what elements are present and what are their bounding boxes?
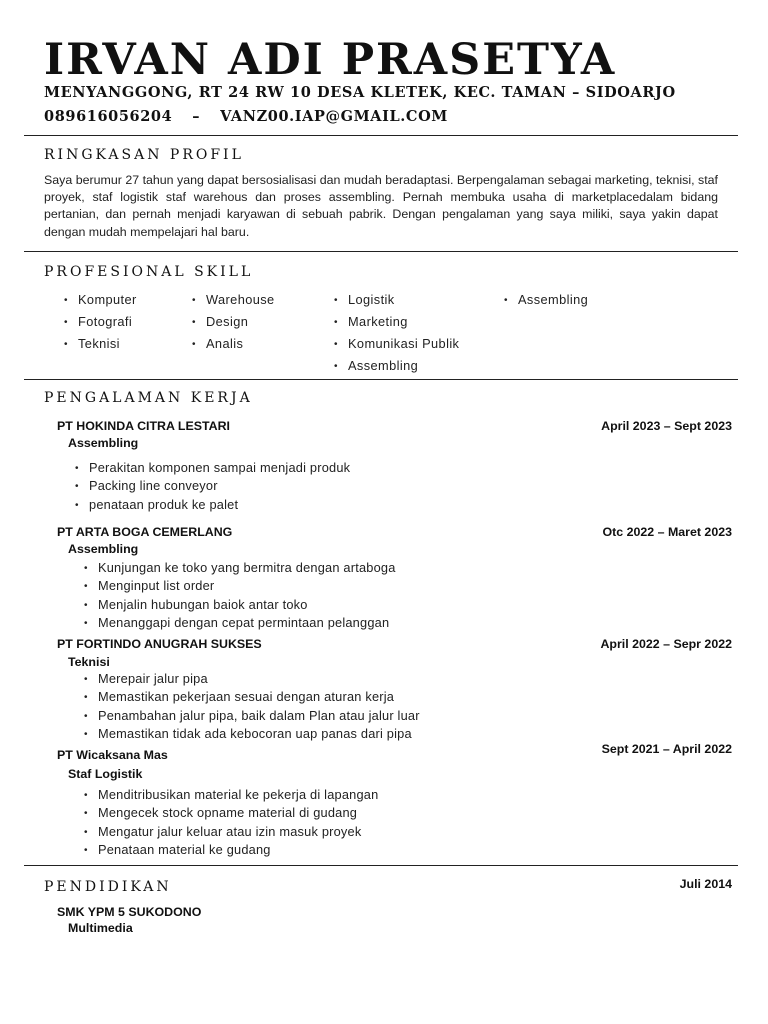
job-company: PT HOKINDA CITRA LESTARI — [57, 419, 231, 433]
bullet-icon: • — [84, 790, 88, 801]
section-title-skills: PROFESIONAL SKILL — [44, 264, 254, 280]
job-task — [84, 786, 378, 804]
skill-column-1 — [64, 289, 137, 355]
divider — [24, 251, 738, 252]
task-text: Menjalin hubungan baiok antar toko — [98, 596, 308, 612]
bullet-icon: • — [75, 481, 79, 493]
email-address: VANZ00.IAP@GMAIL.COM — [220, 108, 448, 125]
divider — [24, 135, 738, 136]
divider — [24, 379, 738, 380]
skill-item — [64, 311, 137, 333]
job-task — [75, 496, 350, 514]
skill-item — [334, 289, 459, 311]
job-task — [75, 459, 350, 477]
task-text: Mengecek stock opname material di gudang — [98, 805, 358, 821]
bullet-icon: • — [84, 729, 88, 741]
task-text: Memastikan pekerjaan sesuai dengan aturan kerja — [98, 689, 395, 705]
bullet-icon: • — [334, 295, 338, 306]
education-major: Multimedia — [68, 921, 133, 935]
address: MENYANGGONG, RT 24 RW 10 DESA KLETEK, KEC. TAMAN – SIDOARJO — [44, 84, 676, 101]
skill-column-3 — [334, 289, 459, 377]
task-text: Menginput list order — [98, 578, 215, 594]
bullet-icon: • — [84, 808, 88, 820]
skill-label: Logistik — [348, 292, 395, 307]
bullet-icon: • — [75, 463, 79, 474]
bullet-icon: • — [75, 499, 79, 511]
phone-number: 089616056204 — [44, 108, 173, 125]
bullet-icon: • — [84, 710, 88, 722]
job-task — [84, 804, 378, 822]
skill-column-2 — [192, 289, 275, 355]
bullet-icon: • — [84, 599, 88, 611]
task-text: Mengatur jalur keluar atau izin masuk proyek — [98, 823, 362, 839]
section-title-education: PENDIDIKAN — [44, 879, 172, 895]
skill-label: Teknisi — [78, 336, 120, 351]
job-task — [84, 559, 396, 577]
education-date: Juli 2014 — [679, 877, 732, 891]
skill-item — [64, 333, 137, 355]
job-date: Sept 2021 – April 2022 — [601, 742, 732, 756]
bullet-icon: • — [64, 295, 68, 306]
skill-label: Warehouse — [206, 292, 275, 307]
bullet-icon: • — [64, 339, 68, 350]
job-role: Assembling — [68, 542, 139, 556]
bullet-icon: • — [84, 581, 88, 593]
job-task — [84, 707, 420, 725]
skill-label: Fotografi — [78, 314, 133, 329]
job-task — [84, 596, 396, 614]
skill-column-4 — [504, 289, 588, 311]
job-task-list — [75, 459, 350, 514]
skill-label: Assembling — [348, 358, 419, 373]
task-text: Menditribusikan material ke pekerja di lapangan — [98, 787, 379, 802]
job-task-list — [84, 670, 420, 744]
task-text: Penataan material ke gudang — [98, 842, 271, 858]
candidate-name: IRVAN ADI PRASETYA — [44, 35, 617, 85]
job-date: April 2023 – Sept 2023 — [601, 419, 732, 433]
bullet-icon: • — [504, 295, 508, 306]
bullet-icon: • — [84, 845, 88, 857]
job-company: PT Wicaksana Mas — [57, 748, 168, 762]
bullet-icon: • — [84, 692, 88, 704]
job-task-list — [84, 559, 396, 633]
bullet-icon: • — [334, 317, 338, 328]
job-company: PT FORTINDO ANUGRAH SUKSES — [57, 637, 262, 651]
skill-label: Komunikasi Publik — [348, 336, 460, 351]
skill-item — [192, 311, 275, 333]
skill-item — [504, 289, 588, 311]
job-task-list — [84, 786, 378, 860]
task-text: Kunjungan ke toko yang bermitra dengan artaboga — [98, 560, 396, 575]
bullet-icon: • — [84, 674, 88, 685]
bullet-icon: • — [334, 361, 338, 372]
skill-label: Komputer — [78, 292, 137, 307]
bullet-icon: • — [192, 339, 196, 350]
skill-label: Marketing — [348, 314, 408, 329]
task-text: Packing line conveyor — [89, 478, 218, 494]
job-task — [84, 841, 378, 859]
job-task — [75, 477, 350, 495]
job-task — [84, 670, 420, 688]
education-school: SMK YPM 5 SUKODONO — [57, 905, 202, 919]
job-date: April 2022 – Sepr 2022 — [600, 637, 732, 651]
skill-item — [334, 355, 459, 377]
skill-item — [334, 333, 459, 355]
contact-line — [44, 108, 448, 126]
bullet-icon: • — [334, 339, 338, 350]
bullet-icon: • — [192, 317, 196, 328]
task-text: Memastikan tidak ada kebocoran uap panas dari pipa — [98, 726, 412, 742]
skill-label: Assembling — [518, 292, 589, 307]
divider — [24, 865, 738, 866]
task-text: Menanggapi dengan cepat permintaan pelanggan — [98, 615, 390, 631]
bullet-icon: • — [84, 618, 88, 630]
job-task — [84, 577, 396, 595]
job-role: Staf Logistik — [68, 767, 143, 781]
task-text: Perakitan komponen sampai menjadi produk — [89, 460, 351, 475]
skill-label: Analis — [206, 336, 244, 351]
job-task — [84, 614, 396, 632]
task-text: Penambahan jalur pipa, baik dalam Plan atau jalur luar — [98, 707, 420, 723]
job-date: Otc 2022 – Maret 2023 — [602, 525, 732, 539]
contact-separator: – — [192, 108, 201, 125]
task-text: penataan produk ke palet — [89, 496, 239, 512]
job-task — [84, 823, 378, 841]
bullet-icon: • — [84, 563, 88, 574]
skill-item — [192, 333, 275, 355]
job-task — [84, 688, 420, 706]
task-text: Merepair jalur pipa — [98, 671, 208, 686]
job-role: Teknisi — [68, 655, 110, 669]
bullet-icon: • — [84, 826, 88, 838]
skill-item — [64, 289, 137, 311]
job-task — [84, 725, 420, 743]
job-company: PT ARTA BOGA CEMERLANG — [57, 525, 233, 539]
skill-item — [334, 311, 459, 333]
skill-item — [192, 289, 275, 311]
section-title-experience: PENGALAMAN KERJA — [44, 390, 253, 406]
skill-label: Design — [206, 314, 249, 329]
bullet-icon: • — [64, 317, 68, 328]
bullet-icon: • — [192, 295, 196, 306]
section-title-profile: RINGKASAN PROFIL — [44, 147, 244, 163]
profile-summary: Saya berumur 27 tahun yang dapat bersosialisasi dan mudah beradaptasi. Berpengalaman sebagai marketing, teknisi, staf proyek, staf logistik staf warehous dan proses assembling. Pernah membuka usaha di marketplacedalam bidang pertanian, dan pernah menjadi karyawan di sebuah pabrik. Dengan pengalaman yang saya miliki, saya yakin dapat dengan mudah mempelajari hal baru. — [44, 173, 718, 239]
job-role: Assembling — [68, 436, 139, 450]
